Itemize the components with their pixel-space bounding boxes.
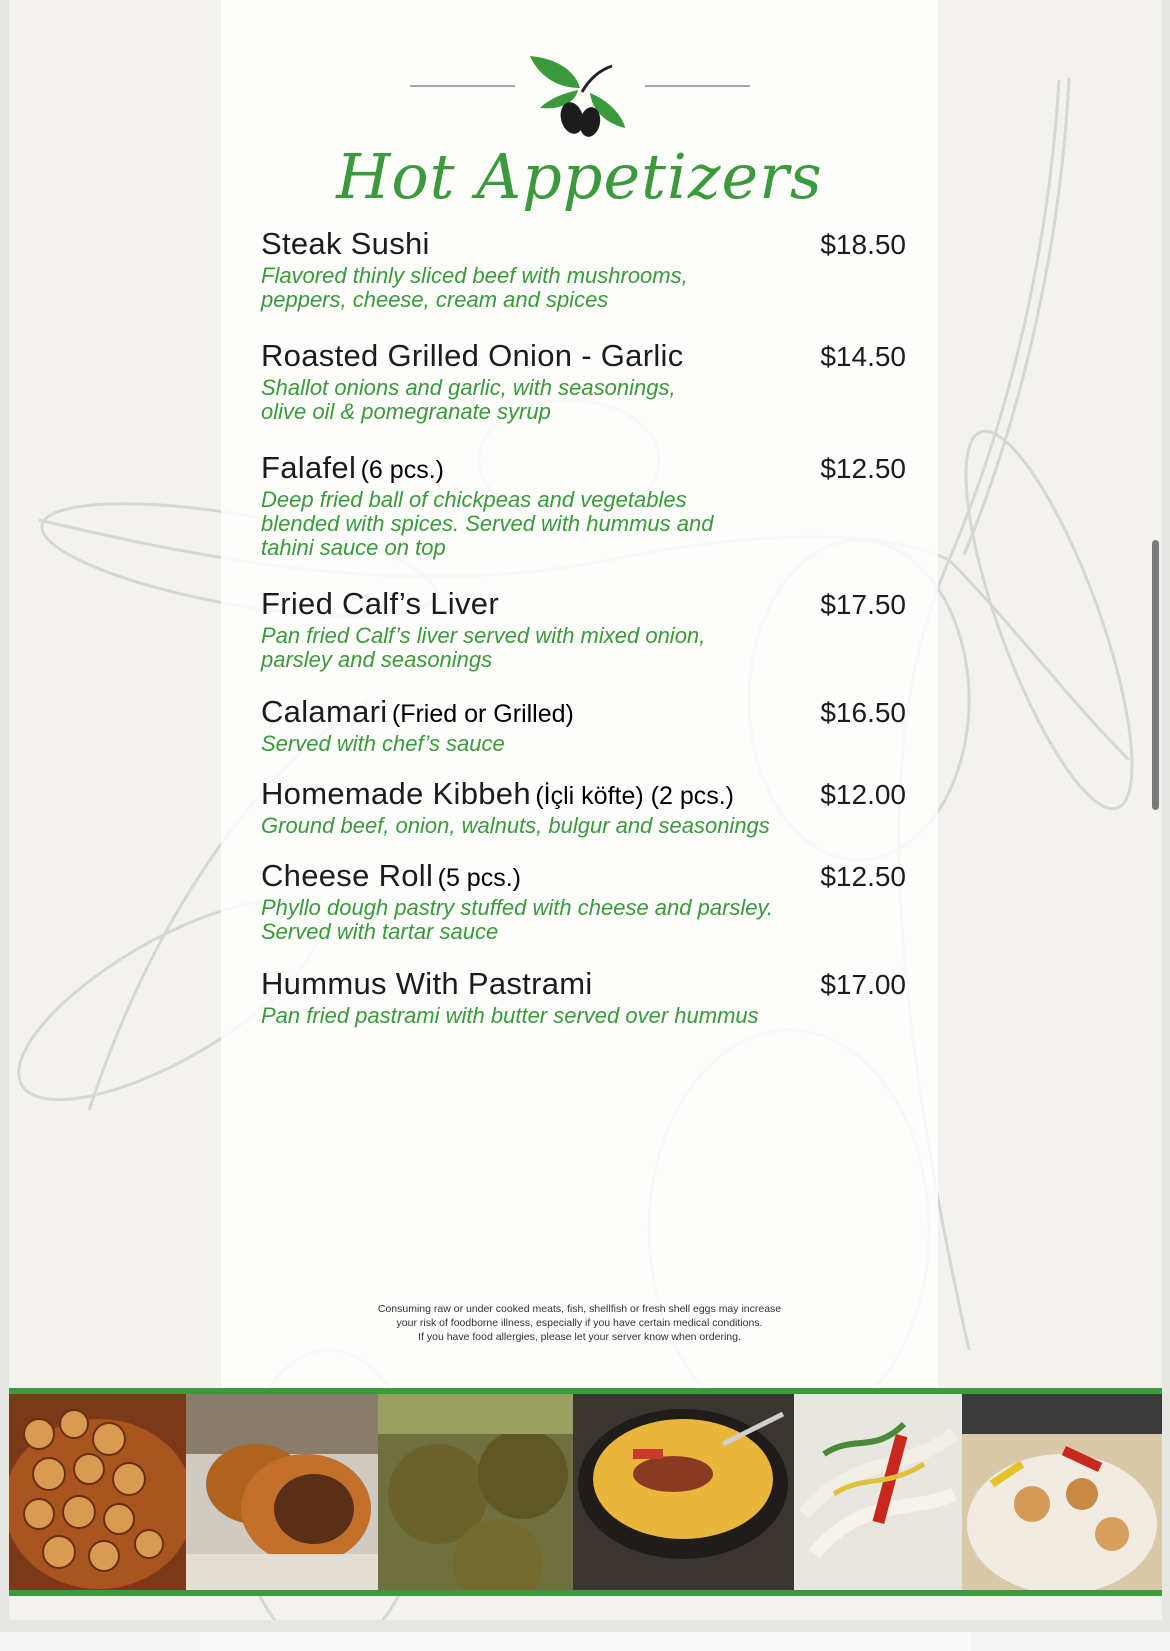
menu-item [261, 966, 906, 1028]
item-name: Hummus With Pastrami [261, 966, 593, 1001]
menu-title: Hot Appetizers [336, 140, 823, 213]
item-description: Flavored thinly sliced beef with mushrooms, peppers, cheese, cream and spices [261, 263, 688, 312]
menu-item [261, 450, 906, 560]
item-note: (5 pcs.) [437, 864, 521, 892]
roasted-onion-photo [9, 1394, 186, 1590]
item-price: $18.50 [820, 229, 906, 260]
item-description: Deep fried ball of chickpeas and vegetables blended with spices. Served with hummus and tahini sauce on top [261, 487, 714, 560]
item-price: $12.50 [820, 453, 906, 484]
item-price: $16.50 [820, 697, 906, 728]
item-name: Calamari [261, 694, 388, 729]
item-price: $14.50 [820, 341, 906, 372]
scrollbar[interactable] [1152, 540, 1159, 810]
item-description: Served with chef’s sauce [261, 731, 505, 756]
item-price: $12.00 [820, 779, 906, 810]
item-note: (6 pcs.) [360, 456, 444, 484]
menu-item [261, 586, 906, 672]
item-description: Pan fried pastrami with butter served over hummus [261, 1003, 759, 1028]
calamari-salad-photo [794, 1394, 962, 1590]
item-name: Homemade Kibbeh [261, 776, 531, 811]
item-price: $12.50 [820, 861, 906, 892]
pastrami-hummus-photo [573, 1394, 794, 1590]
menu-list [261, 226, 906, 1028]
item-price: $17.00 [820, 969, 906, 1000]
menu-item [261, 226, 906, 312]
grilled-calamari-photo [962, 1394, 1162, 1590]
item-name: Fried Calf’s Liver [261, 586, 499, 621]
item-note: (Fried or Grilled) [391, 700, 574, 728]
item-name: Steak Sushi [261, 226, 430, 261]
menu-item [261, 858, 906, 944]
allergy-warning: Consuming raw or under cooked meats, fish, shellfish or fresh shell eggs may increase your risk of foodborne illness, especially if you have certain medical conditions. If you have food allergies, please let your server know when ordering. [377, 1303, 782, 1343]
menu-item [261, 338, 906, 424]
food-photo-strip [9, 1388, 1162, 1596]
next-page-edge [0, 1632, 1170, 1651]
item-note: (İçli köfte) (2 pcs.) [535, 782, 734, 810]
menu-item [261, 694, 906, 756]
item-description: Pan fried Calf’s liver served with mixed onion, parsley and seasonings [261, 623, 706, 672]
item-description: Shallot onions and garlic, with seasonings, olive oil & pomegranate syrup [261, 375, 676, 424]
olive-logo-icon [400, 48, 760, 148]
item-name: Roasted Grilled Onion - Garlic [261, 338, 684, 373]
item-name: Cheese Roll [261, 858, 434, 893]
item-price: $17.50 [820, 589, 906, 620]
menu-item [261, 776, 906, 838]
item-name: Falafel [261, 450, 357, 485]
falafel-photo [378, 1394, 573, 1590]
kibbeh-photo [186, 1394, 378, 1590]
item-description: Ground beef, onion, walnuts, bulgur and seasonings [261, 813, 770, 838]
item-description: Phyllo dough pastry stuffed with cheese and parsley. Served with tartar sauce [261, 895, 774, 944]
